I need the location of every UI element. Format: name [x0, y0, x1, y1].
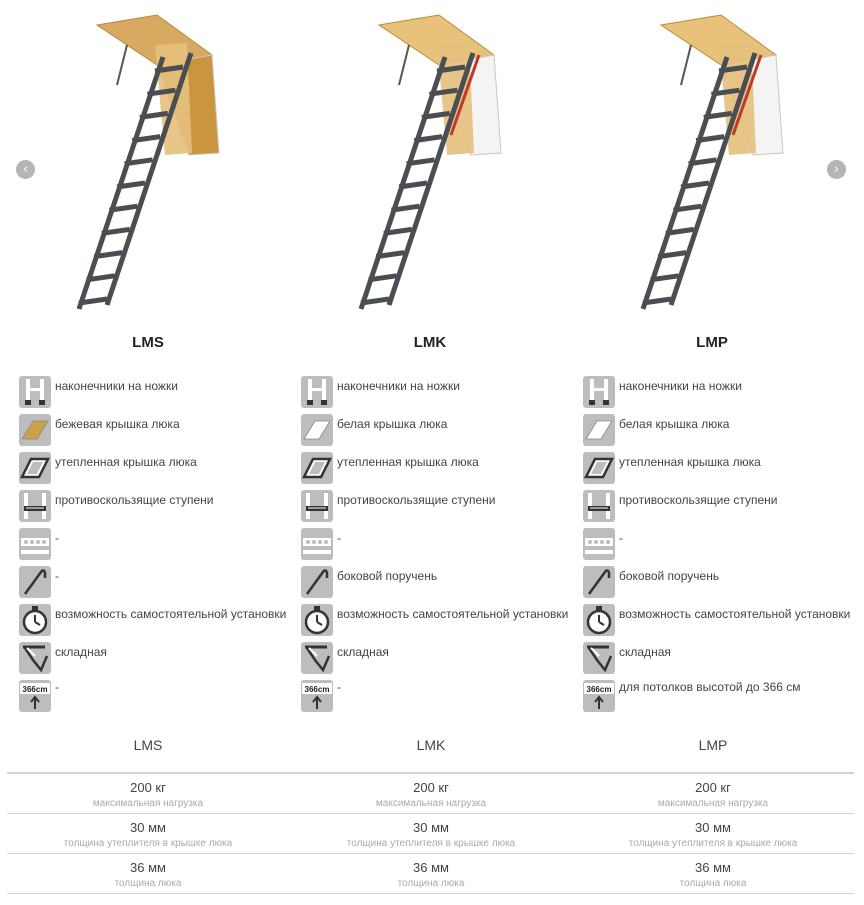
model-name[interactable]: LMP	[696, 334, 728, 351]
feature-list	[289, 374, 571, 716]
spec-cell	[7, 814, 289, 849]
foot-caps-icon	[301, 376, 333, 408]
anti-slip-steps-icon	[301, 490, 333, 522]
spec-label: максимальная нагрузка	[92, 798, 204, 809]
foot-caps-icon	[583, 376, 615, 408]
folding-icon	[583, 642, 615, 674]
spec-table	[7, 728, 854, 894]
handrail-icon	[301, 566, 333, 598]
feature-item	[571, 640, 853, 678]
spec-cell	[572, 854, 854, 889]
spec-cell	[290, 774, 572, 809]
hatch-color-icon	[19, 414, 51, 446]
feature-text: бежевая крышка люка	[55, 417, 180, 431]
height-366-icon	[583, 680, 615, 712]
spec-cell	[572, 774, 854, 809]
folding-icon	[19, 642, 51, 674]
spec-value: 200 кг	[695, 780, 731, 795]
spec-label: толщина люка	[679, 878, 747, 889]
spec-row	[7, 814, 854, 854]
feature-item	[289, 374, 571, 412]
spec-value: 30 мм	[695, 820, 731, 835]
feature-text: боковой поручень	[619, 569, 720, 583]
svg-text:366cm: 366cm	[586, 685, 612, 694]
feature-item	[289, 450, 571, 488]
feature-item	[289, 678, 571, 716]
height-366-icon	[301, 680, 333, 712]
feature-text: складная	[619, 645, 671, 659]
feature-text: -	[337, 531, 341, 545]
insulated-hatch-icon	[19, 452, 51, 484]
feature-text: возможность самостоятельной установки	[619, 607, 851, 621]
stopwatch-icon	[19, 604, 51, 636]
feature-item	[289, 602, 571, 640]
rail-icon	[301, 528, 333, 560]
stopwatch-icon	[583, 604, 615, 636]
feature-item	[7, 678, 289, 716]
feature-text: противоскользящие ступени	[337, 493, 496, 507]
handrail-icon	[583, 566, 615, 598]
feature-text: противоскользящие ступени	[619, 493, 778, 507]
feature-item	[289, 412, 571, 450]
feature-item	[289, 488, 571, 526]
feature-item	[289, 640, 571, 678]
feature-item	[289, 564, 571, 602]
spec-table-header	[7, 728, 854, 774]
feature-text: утепленная крышка люка	[337, 455, 479, 469]
spec-value: 200 кг	[130, 780, 166, 795]
feature-item	[7, 374, 289, 412]
rail-icon	[19, 528, 51, 560]
feature-text: складная	[337, 645, 389, 659]
feature-item	[7, 602, 289, 640]
feature-list	[571, 374, 853, 716]
chevron-left-icon[interactable]: ‹	[16, 160, 35, 179]
spec-value: 30 мм	[413, 820, 449, 835]
anti-slip-steps-icon	[19, 490, 51, 522]
spec-label: максимальная нагрузка	[375, 798, 487, 809]
feature-text: возможность самостоятельной установки	[337, 607, 569, 621]
spec-cell	[7, 854, 289, 889]
model-name[interactable]: LMK	[413, 334, 447, 351]
spec-label: толщина люка	[114, 878, 182, 889]
spec-label: толщина утеплителя в крышке люка	[628, 838, 798, 849]
feature-text: противоскользящие ступени	[55, 493, 214, 507]
feature-text: -	[619, 531, 623, 545]
feature-text: наконечники на ножки	[337, 379, 460, 393]
spec-cell	[7, 774, 289, 809]
height-366-icon	[19, 680, 51, 712]
insulated-hatch-icon	[301, 452, 333, 484]
model-name[interactable]: LMS	[132, 334, 164, 351]
hatch-color-icon	[583, 414, 615, 446]
spec-header-lmp: LMP	[698, 737, 728, 753]
spec-row	[7, 774, 854, 814]
insulated-hatch-icon	[583, 452, 615, 484]
spec-header-lms: LMS	[133, 737, 163, 753]
feature-item	[571, 450, 853, 488]
feature-text: -	[55, 531, 59, 545]
anti-slip-steps-icon	[583, 490, 615, 522]
feature-item	[7, 640, 289, 678]
feature-text: возможность самостоятельной установки	[55, 607, 287, 621]
svg-text:366cm: 366cm	[22, 685, 48, 694]
feature-item	[7, 412, 289, 450]
feature-item	[571, 412, 853, 450]
spec-value: 200 кг	[413, 780, 449, 795]
spec-row	[7, 854, 854, 894]
feature-text: утепленная крышка люка	[55, 455, 197, 469]
stopwatch-icon	[301, 604, 333, 636]
feature-item	[571, 602, 853, 640]
feature-item	[571, 678, 853, 716]
feature-item	[289, 526, 571, 564]
feature-text: складная	[55, 645, 107, 659]
hatch-color-icon	[301, 414, 333, 446]
feature-item	[571, 488, 853, 526]
spec-cell	[572, 814, 854, 849]
svg-text:366cm: 366cm	[304, 685, 330, 694]
feature-text: утепленная крышка люка	[619, 455, 761, 469]
spec-cell	[290, 814, 572, 849]
spec-label: толщина утеплителя в крышке люка	[63, 838, 233, 849]
feature-item	[571, 526, 853, 564]
foot-caps-icon	[19, 376, 51, 408]
spec-value: 30 мм	[130, 820, 166, 835]
spec-value: 36 мм	[130, 860, 166, 875]
folding-icon	[301, 642, 333, 674]
handrail-icon	[19, 566, 51, 598]
feature-text: -	[337, 680, 341, 694]
feature-item	[7, 526, 289, 564]
spec-cell	[290, 854, 572, 889]
feature-text: белая крышка люка	[337, 417, 448, 431]
feature-text: наконечники на ножки	[619, 379, 742, 393]
feature-text: -	[55, 569, 59, 583]
feature-item	[571, 564, 853, 602]
rail-icon	[583, 528, 615, 560]
feature-text: -	[55, 680, 59, 694]
feature-item	[7, 450, 289, 488]
chevron-right-icon[interactable]: ›	[827, 160, 846, 179]
spec-value: 36 мм	[413, 860, 449, 875]
feature-list	[7, 374, 289, 716]
spec-label: толщина люка	[397, 878, 465, 889]
feature-text: белая крышка люка	[619, 417, 730, 431]
spec-header-lmk: LMK	[416, 737, 446, 753]
feature-item	[571, 374, 853, 412]
spec-value: 36 мм	[695, 860, 731, 875]
spec-label: толщина утеплителя в крышке люка	[346, 838, 516, 849]
feature-item	[7, 564, 289, 602]
feature-text: для потолков высотой до 366 см	[619, 680, 801, 694]
feature-text: наконечники на ножки	[55, 379, 178, 393]
feature-text: боковой поручень	[337, 569, 438, 583]
feature-item	[7, 488, 289, 526]
spec-label: максимальная нагрузка	[657, 798, 769, 809]
